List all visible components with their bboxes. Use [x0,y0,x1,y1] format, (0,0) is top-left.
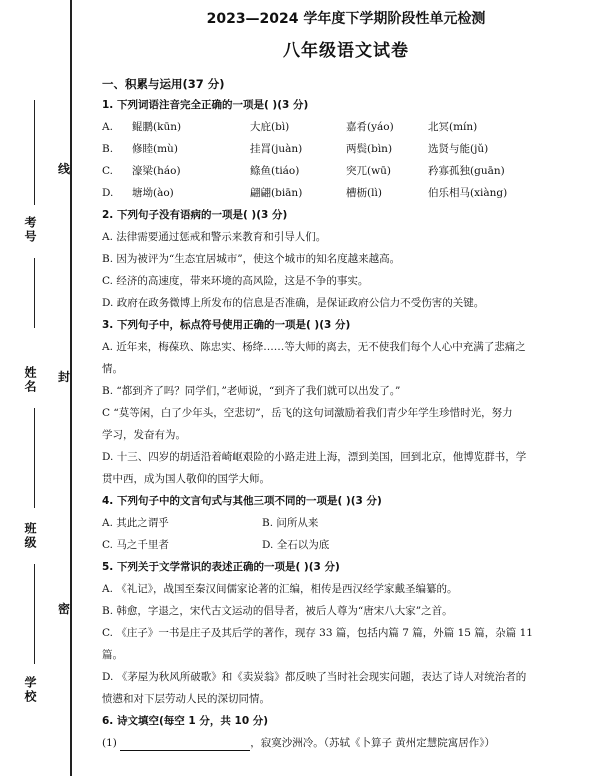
section-heading: 一、积累与运用(37 分) [102,77,225,91]
class-input-line[interactable] [34,564,35,664]
question-3-option-d: D. 十三、四岁的胡适沿着崎岖艰险的小路走进上海，漂到美国，回到北京，他博览群书，学 [102,451,527,463]
question-3-option-c-cont: 学习，发奋有为。 [102,429,186,441]
exam-subtitle: 八年级语文试卷 [283,41,409,61]
name-input-line[interactable] [34,408,35,508]
question-3-stem: 3. 下列句子中，标点符号使用正确的一项是( )(3 分) [102,319,351,331]
binding-mark-line: 线 [58,162,71,176]
question-1-stem: 1. 下列词语注音完全正确的一项是( )(3 分) [102,99,309,111]
field-name-label: 姓名 [23,366,37,394]
question-5-stem: 5. 下列关于文学常识的表述正确的一项是( )(3 分) [102,561,340,573]
question-3-option-d-cont: 贯中西，成为国人敬仰的国学大师。 [102,473,270,485]
question-4-option-b: B. 问所从来 [262,517,319,529]
question-4-stem: 4. 下列句子中的文言句式与其他三项不同的一项是( )(3 分) [102,495,382,507]
exam-title: 2023—2024 学年度下学期阶段性单元检测 [206,11,486,27]
question-4-options-cd [102,534,590,556]
question-6-item-1-number: (1) [102,737,117,749]
question-4-options-ab [102,512,590,534]
question-2-stem: 2. 下列句子没有语病的一项是( )(3 分) [102,209,288,221]
question-2-option-d: D. 政府在政务微博上所发布的信息是否准确，是保证政府公信力不受伤害的关键。 [102,297,485,309]
question-3-option-c: C “莫等闲，白了少年头，空悲切”，岳飞的这句词激励着我们青少年学生珍惜时光，努力 [102,407,513,419]
binding-margin [0,0,78,776]
question-4-option-a: A. 其此之谓乎 [102,517,169,529]
exam-number-input-line[interactable] [34,100,35,205]
exam-content [102,8,590,754]
question-4-option-c: C. 马之千里者 [102,539,169,551]
exam-number-input-line-2[interactable] [34,258,35,328]
question-1-option-b: B. 修睦(mù) 挂罥(juàn) 两鬓(bìn) 选贤与能(jǔ) [102,143,489,155]
question-2-option-b: B. 因为被评为“生态宜居城市”，使这个城市的知名度越来越高。 [102,253,401,265]
question-1-option-a: A. 鲲鹏(kūn) 大庇(bì) 嘉肴(yáo) 北冥(mín) [102,121,478,133]
question-5-option-a: A. 《礼记》，战国至秦汉间儒家论著的汇编，相传是西汉经学家戴圣编纂的。 [102,583,458,595]
question-5-option-c-cont: 篇。 [102,649,123,661]
question-5-option-d-cont: 愤懑和对下层劳动人民的深切同情。 [102,693,270,705]
field-school-label: 学校 [23,676,37,704]
binding-line [70,0,72,776]
field-exam-number-label: 考号 [23,216,37,244]
question-3-option-a: A. 近年来，梅葆玖、陈忠实、杨绛……等大师的离去，无不使我们每个人心中充满了悲痛之 [102,341,526,353]
question-5-option-c: C. 《庄子》一书是庄子及其后学的著作，现存 33 篇，包括内篇 7 篇，外篇 15 篇，杂篇 11 [102,627,533,639]
binding-mark-secret: 密 [58,602,71,616]
question-6-item-1 [102,732,590,754]
question-2-option-a: A. 法律需要通过惩戒和警示来教育和引导人们。 [102,231,327,243]
question-6-item-1-blank[interactable] [120,736,250,751]
question-2-option-c: C. 经济的高速度，带来环境的高风险，这是不争的事实。 [102,275,369,287]
question-3-option-a-cont: 情。 [102,363,123,375]
question-6-stem: 6. 诗文填空(每空 1 分，共 10 分) [102,715,269,727]
question-1-option-c: C. 濠梁(háo) 鲦鱼(tiáo) 突兀(wū) 矜寡孤独(guān) [102,165,505,177]
question-5-option-d: D. 《茅屋为秋风所破歌》和《卖炭翁》都反映了当时社会现实问题，表达了诗人对统治者的 [102,671,527,683]
binding-mark-seal: 封 [58,370,71,384]
question-1-option-d: D. 塘坳(ào) 翩翩(biān) 槽枥(lì) 伯乐相马(xiàng) [102,187,508,199]
question-5-option-b: B. 韩愈，字退之，宋代古文运动的倡导者，被后人尊为“唐宋八大家”之首。 [102,605,453,617]
field-class-label: 班级 [23,522,37,550]
question-3-option-b: B. “都到齐了吗？同学们，”老师说，“到齐了我们就可以出发了。” [102,385,401,397]
question-6-item-1-text: ，寂寞沙洲冷。（苏轼《卜算子 黄州定慧院寓居作》） [250,737,496,749]
question-4-option-d: D. 全石以为底 [262,539,330,551]
